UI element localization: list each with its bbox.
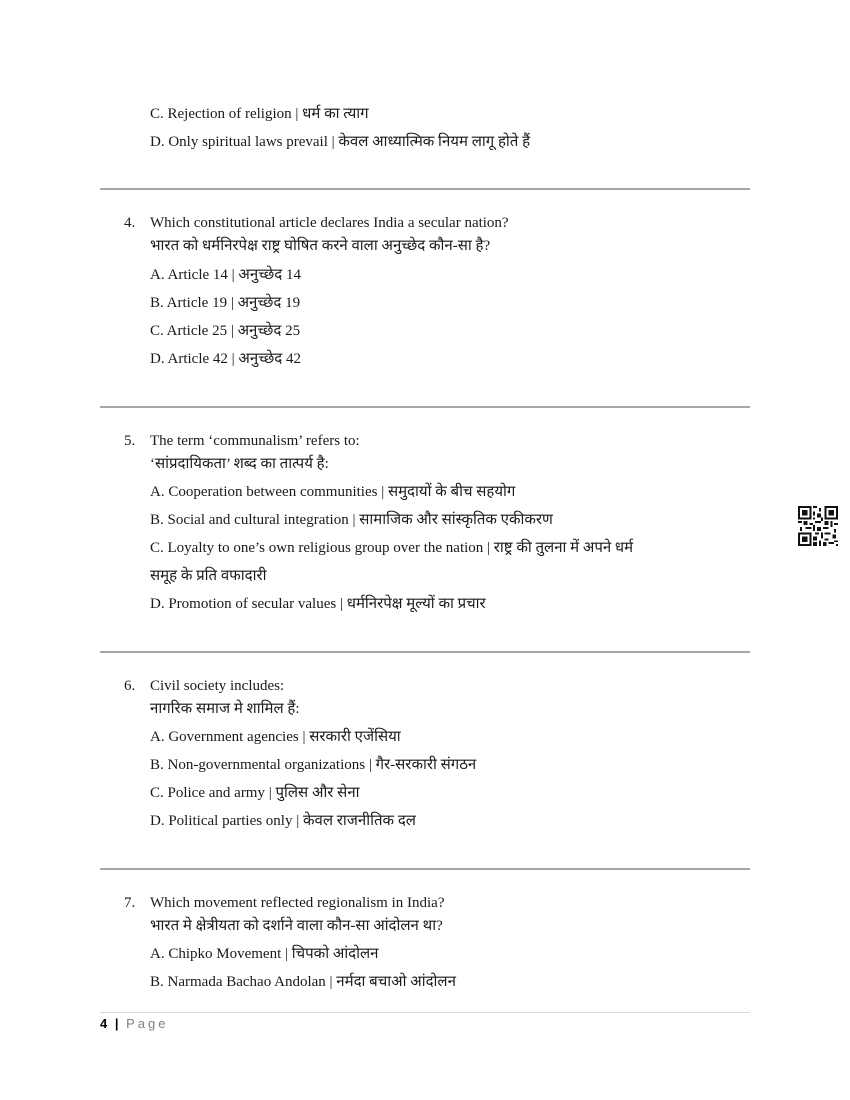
option-c: C. Police and army | पुलिस और सेना [150, 785, 360, 801]
option-c: C. Loyalty to one’s own religious group over the nation | राष्ट्र की तुलना में अपने धर्म [150, 540, 634, 556]
question-text: The term ‘communalism’ refers to: [150, 433, 360, 449]
question-number: 7. [124, 895, 136, 911]
question-text: Which constitutional article declares India a secular nation? [150, 215, 509, 231]
option-d: D. Promotion of secular values | धर्मनिरपेक्ष मूल्यों का प्रचार [150, 596, 486, 612]
page-number: 4 [100, 1016, 108, 1031]
option-b: B. Article 19 | अनुच्छेद 19 [150, 295, 301, 311]
option-b: B. Narmada Bachao Andolan | नर्मदा बचाओ आंदोलन [150, 974, 456, 990]
question-divider [100, 651, 750, 653]
question-number: 6. [124, 678, 136, 694]
option-a: A. Chipko Movement | चिपको आंदोलन [150, 946, 379, 962]
question-text-hindi: नागरिक समाज मे शामिल हैं: [150, 701, 300, 717]
footer-separator: | [114, 1016, 119, 1031]
footer-divider [100, 1012, 750, 1013]
option-d: D. Political parties only | केवल राजनीतिक दल [150, 813, 416, 829]
question-divider [100, 868, 750, 870]
question-divider [100, 188, 750, 190]
question-text-hindi: भारत मे क्षेत्रीयता को दर्शाने वाला कौन-सा आंदोलन था? [150, 918, 443, 934]
question-number: 4. [124, 215, 136, 231]
option-b: B. Non-governmental organizations | गैर-सरकारी संगठन [150, 757, 477, 773]
question-text-hindi: ‘सांप्रदायिकता’ शब्द का तात्पर्य है: [150, 456, 329, 472]
option-d: D. Only spiritual laws prevail | केवल आध्यात्मिक नियम लागू होते हैं [150, 134, 531, 150]
qr-code-icon [798, 506, 838, 546]
option-c: C. Article 25 | अनुच्छेद 25 [150, 323, 301, 339]
option-a: A. Cooperation between communities | समुदायों के बीच सहयोग [150, 484, 516, 500]
question-text: Which movement reflected regionalism in India? [150, 895, 445, 911]
option-c-continued: समूह के प्रति वफादारी [150, 568, 267, 584]
question-divider [100, 406, 750, 408]
option-c: C. Rejection of religion | धर्म का त्याग [150, 106, 369, 122]
option-b: B. Social and cultural integration | सामाजिक और सांस्कृतिक एकीकरण [150, 512, 553, 528]
question-number: 5. [124, 433, 136, 449]
option-a: A. Article 14 | अनुच्छेद 14 [150, 267, 301, 283]
question-text: Civil society includes: [150, 678, 285, 694]
option-d: D. Article 42 | अनुच्छेद 42 [150, 351, 301, 367]
option-a: A. Government agencies | सरकारी एजेंसिया [150, 729, 401, 745]
page-label: Page [126, 1016, 169, 1031]
question-text-hindi: भारत को धर्मनिरपेक्ष राष्ट्र घोषित करने वाला अनुच्छेद कौन-सा है? [150, 238, 491, 254]
page-footer [100, 1015, 169, 1033]
